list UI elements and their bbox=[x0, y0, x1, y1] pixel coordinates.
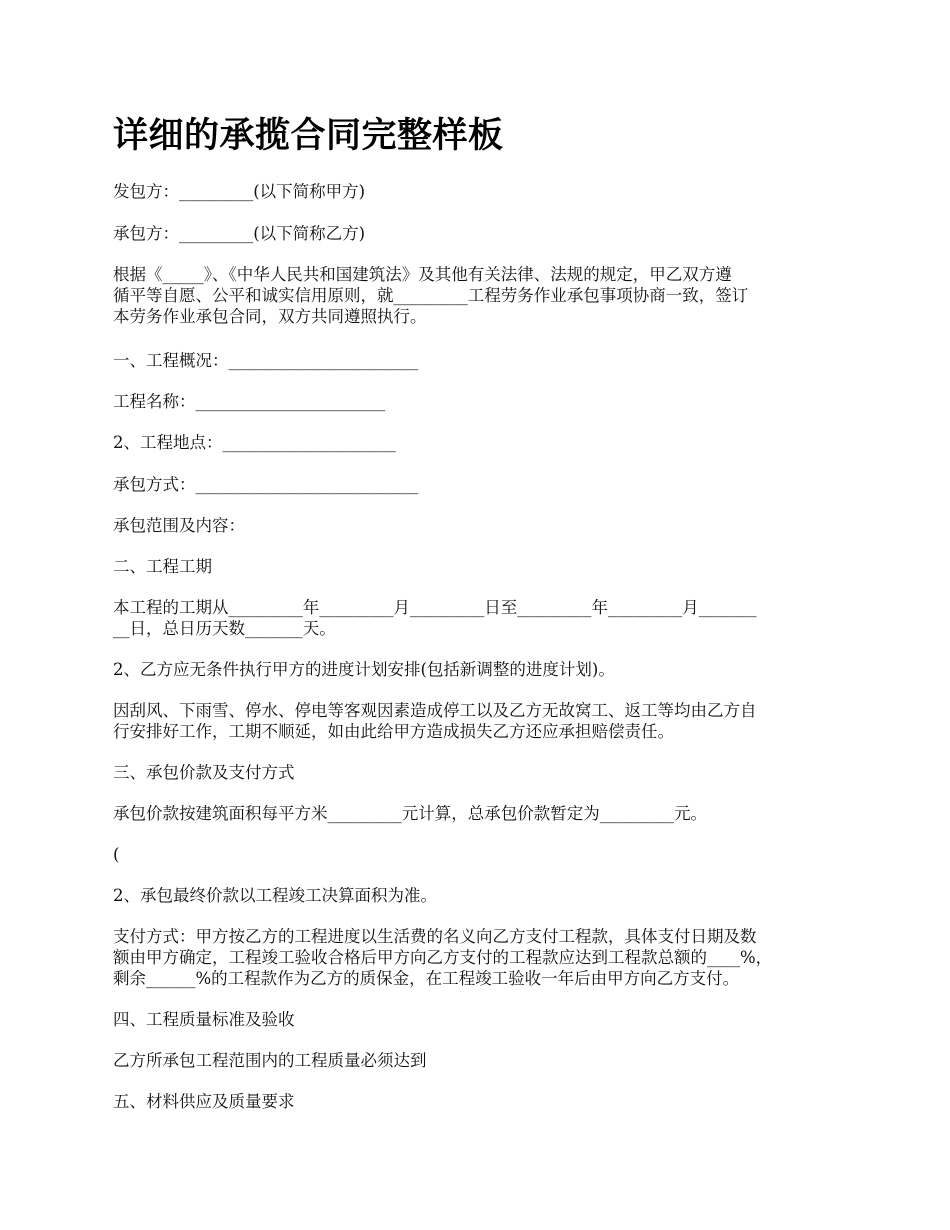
final-price-clause bbox=[113, 885, 437, 906]
text-line: ( bbox=[113, 845, 120, 864]
text-line: 乙方所承包工程范围内的工程质量必须达到 bbox=[113, 1051, 427, 1070]
section-heading-5 bbox=[113, 1091, 295, 1112]
text-line: 发包方：_________(以下简称甲方) bbox=[113, 182, 366, 201]
parenthesis-line bbox=[113, 844, 119, 865]
text-line: 2、承包最终价款以工程竣工决算面积为准。 bbox=[113, 886, 437, 905]
section-heading-3 bbox=[113, 762, 295, 783]
text-line: 五、材料供应及质量要求 bbox=[113, 1092, 295, 1111]
text-line: 本劳务作业承包合同，双方共同遵照执行。 bbox=[113, 307, 427, 326]
text-line: 承包价款按建筑面积每平方米_________元计算，总承包价款暂定为_________元。 bbox=[113, 804, 707, 823]
text-line: 四、工程质量标准及验收 bbox=[113, 1010, 295, 1029]
text-line: 承包范围及内容： bbox=[113, 516, 245, 535]
text-line: 循平等自愿、公平和诚实信用原则，就_________工程劳务作业承包事项协商一致，签订 bbox=[113, 286, 749, 305]
price-line bbox=[113, 803, 707, 824]
contract-method-line bbox=[113, 474, 418, 495]
section-heading-2 bbox=[113, 556, 212, 577]
project-location-line bbox=[113, 432, 396, 453]
text-line: 剩余______%的工程款作为乙方的质保金，在工程竣工验收一年后由甲方向乙方支付。 bbox=[113, 969, 740, 988]
section-heading-4 bbox=[113, 1009, 295, 1030]
schedule-clause-2 bbox=[113, 659, 615, 680]
text-line: 承包方式：___________________________ bbox=[113, 475, 419, 494]
text-line: 三、承包价款及支付方式 bbox=[113, 763, 295, 782]
quality-line bbox=[113, 1050, 427, 1071]
delay-clause bbox=[113, 700, 757, 742]
text-line: __日，总日历天数_______天。 bbox=[113, 619, 336, 638]
party-a-line bbox=[113, 181, 365, 202]
payment-method-paragraph bbox=[113, 926, 772, 989]
text-line: 承包方：_________(以下简称乙方) bbox=[113, 224, 366, 243]
schedule-paragraph bbox=[113, 597, 757, 639]
text-line: 行安排好工作，工期不顺延，如由此给甲方造成损失乙方还应承担赔偿责任。 bbox=[113, 722, 674, 741]
text-line: 工程名称：_______________________ bbox=[113, 392, 386, 411]
text-line: 一、工程概况：_______________________ bbox=[113, 351, 419, 370]
text-line: 支付方式：甲方按乙方的工程进度以生活费的名义向乙方支付工程款，具体支付日期及数 bbox=[113, 927, 757, 946]
text-line: 本工程的工期从_________年_________月_________日至_________年_________月_______ bbox=[113, 598, 757, 617]
text-line: 2、乙方应无条件执行甲方的进度计划安排(包括新调整的进度计划)。 bbox=[113, 660, 615, 679]
text-line: 二、工程工期 bbox=[113, 557, 212, 576]
text-line: 额由甲方确定，工程竣工验收合格后甲方向乙方支付的工程款应达到工程款总额的____%， bbox=[113, 948, 773, 967]
preamble-paragraph bbox=[113, 264, 748, 327]
project-name-line bbox=[113, 391, 385, 412]
section-heading-1 bbox=[113, 350, 418, 371]
contract-scope-line bbox=[113, 515, 245, 536]
text-line: 根据《_____》、《中华人民共和国建筑法》及其他有关法律、法规的规定，甲乙双方遵 bbox=[113, 265, 732, 284]
document-title: 详细的承揽合同完整样板 bbox=[113, 116, 504, 156]
text-line: 2、工程地点：_____________________ bbox=[113, 433, 396, 452]
text-line: 因刮风、下雨雪、停水、停电等客观因素造成停工以及乙方无故窝工、返工等均由乙方自 bbox=[113, 701, 757, 720]
party-b-line bbox=[113, 223, 365, 244]
